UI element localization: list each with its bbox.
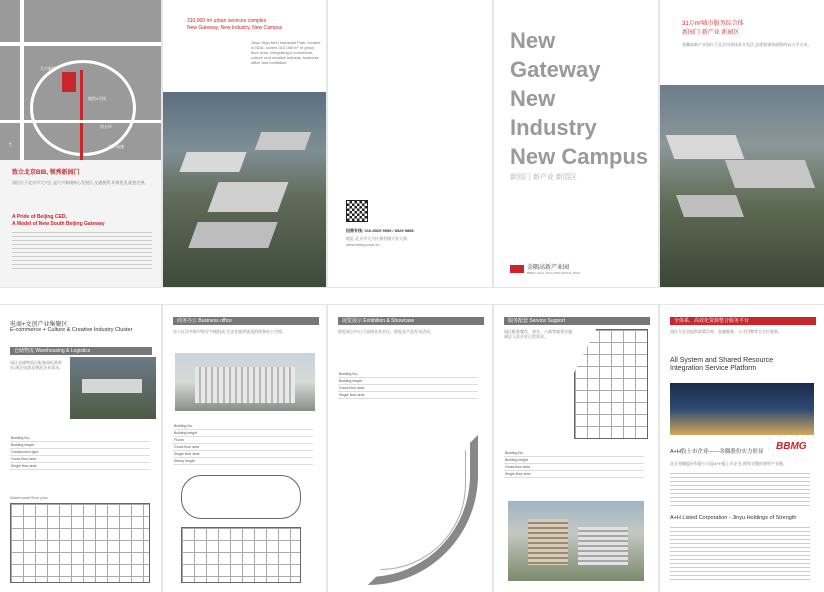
aerial-photo bbox=[163, 92, 326, 287]
listed-body-en bbox=[670, 527, 810, 583]
row-label: Gross floor area bbox=[173, 444, 295, 451]
row-label: Gross floor area bbox=[10, 456, 126, 463]
logo-icon bbox=[510, 265, 524, 273]
brochure-panel-service bbox=[494, 305, 658, 592]
heading-en-2: A Model of New South Beijing Gateway bbox=[12, 221, 105, 227]
section-body: 园区为企业提供政策咨询、金融服务、人才招聘等全方位服务。 bbox=[670, 329, 782, 334]
row-label: Single floor area bbox=[338, 392, 453, 399]
row-label: Single floor area bbox=[10, 463, 126, 470]
brochure-panel-exhibition bbox=[328, 305, 492, 592]
row-label: Single floor area bbox=[504, 471, 626, 478]
website: www.bbmg.com.cn bbox=[346, 242, 380, 247]
row-label: Building height bbox=[338, 378, 453, 385]
body-en bbox=[12, 232, 152, 272]
tagline: New Gateway, New Industry, New Campus bbox=[187, 25, 283, 31]
section-body: 展览展示中心可承接各类会议、展览及产品发布活动。 bbox=[338, 329, 434, 334]
section-bar: 服务配套 Service Support bbox=[504, 317, 650, 325]
address: 地址:北京市大兴区黄村镇兴业大街 bbox=[346, 236, 408, 241]
office-photo bbox=[175, 353, 315, 411]
row-label: Building height bbox=[173, 430, 295, 437]
row-label: Storey height bbox=[173, 458, 295, 465]
brochure-panel-aerial bbox=[163, 0, 326, 287]
map-label: 大兴新城 bbox=[40, 66, 56, 71]
section-bar: 仓储物流 Warehousing & Logistics bbox=[10, 347, 152, 355]
right-heading-cn: 31万m²城市服务综合体 bbox=[682, 21, 744, 27]
brochure-panel-platform bbox=[660, 305, 824, 592]
logo-text: 金隅高新产业园 bbox=[527, 265, 570, 271]
right-body-cn: 金隅高新产业园位于北京经济技术开发区,总规划建筑面积约31万平方米。 bbox=[682, 42, 812, 47]
hotline-number: 010-8929 5959 / 8929 9898 bbox=[364, 228, 414, 233]
section-body: 园区配套餐饮、商业、公寓等服务设施,满足入驻企业日常需求。 bbox=[504, 329, 574, 339]
exhibition-floor-plan-inner bbox=[380, 450, 466, 570]
listed-body: 北京金隅股份有限公司是A+H股上市企业,拥有完整的建材产业链。 bbox=[670, 461, 788, 466]
spec-table bbox=[173, 423, 313, 465]
spec-table bbox=[338, 371, 478, 399]
warehouse-floor-plan bbox=[10, 503, 150, 583]
intro-body: Jinyu High-tech Industrial Park, located in BDA, covers 310,000 m² of gross floor area, integrating e-commerce, culture and creative industry, business office and exhibition. bbox=[251, 40, 321, 65]
qr-code-icon bbox=[346, 200, 368, 222]
service-floor-plan bbox=[574, 329, 648, 439]
row-label: Building No. bbox=[504, 450, 626, 457]
spec-table bbox=[10, 435, 150, 470]
brand-logo bbox=[510, 262, 581, 275]
platform-title-en-1: All System and Shared Resource bbox=[670, 357, 774, 364]
cover-line: New Campus bbox=[510, 144, 649, 169]
row-label: Single floor area bbox=[173, 451, 295, 458]
office-floor-plan-2 bbox=[181, 527, 301, 583]
warehouse-photo bbox=[70, 357, 156, 419]
cover-line: New bbox=[510, 86, 556, 111]
heading-en-1: A Pride of Beijing CED, bbox=[12, 214, 67, 220]
brochure-panel-ecommerce bbox=[0, 305, 161, 592]
section-body: 办公区由多栋甲级写字楼组成,为企业提供优质的商务办公空间。 bbox=[173, 329, 287, 334]
map-label: 京开高速 bbox=[108, 144, 124, 149]
section-bar: 展览展示 Exhibition & Showcase bbox=[338, 317, 484, 325]
bbmg-logo: BBMG bbox=[776, 441, 807, 452]
row-label: Floors bbox=[173, 437, 295, 444]
city-night-photo bbox=[670, 383, 814, 435]
section-title-cn: 电商+文创产业集聚区 bbox=[10, 322, 68, 328]
brochure-panel-contact bbox=[328, 0, 492, 287]
location-map bbox=[0, 0, 161, 160]
row-label: Building No. bbox=[10, 435, 126, 442]
office-floor-plan bbox=[181, 475, 301, 519]
logo-sub: BBMG HIGH-TECH INDUSTRIAL PARK bbox=[527, 271, 581, 275]
listed-body-lines bbox=[670, 473, 810, 509]
plan-label: Warehouse floor plan bbox=[10, 495, 48, 500]
cover-title bbox=[510, 26, 648, 171]
area-heading: 310,000 m² urban services complex bbox=[187, 18, 267, 24]
cover-sub-cn: 新园门 新产业 新园区 bbox=[510, 174, 577, 181]
row-label: Construction type bbox=[10, 449, 126, 456]
section-bar: 商务办公 Business office bbox=[173, 317, 319, 325]
row-label: Building No. bbox=[173, 423, 295, 430]
row-label: Gross floor area bbox=[504, 464, 626, 471]
cover-line: New bbox=[510, 28, 556, 53]
row-label: Building No. bbox=[338, 371, 453, 378]
row-label: Gross floor area bbox=[338, 385, 453, 392]
body-cn: 园区位于北京市大兴区,是大兴新城核心发展区,交通便利,环境优美,配套完善。 bbox=[12, 180, 149, 185]
map-label: 地铁4号线 bbox=[88, 96, 107, 101]
hotline-label: 招商专线: bbox=[346, 228, 364, 233]
section-bar: 全体系、高效化资源整合服务平台 bbox=[670, 317, 816, 325]
spec-table bbox=[504, 450, 644, 478]
heading-cn: 致立北京BIB, 领秀新园门 bbox=[12, 170, 80, 176]
row-label: Building height bbox=[504, 457, 626, 464]
section-title-en: E-commerce + Culture & Creative Industry Cluster bbox=[10, 327, 133, 333]
cover-line: Industry bbox=[510, 115, 597, 140]
brochure-panel-right bbox=[660, 0, 824, 287]
brochure-panel-map bbox=[0, 0, 161, 287]
section-body: 园区仓储物流区配备高标准库房,满足电商及物流企业需求。 bbox=[10, 360, 64, 370]
right-sub-cn: 新园门 新产业 新园区 bbox=[682, 30, 740, 36]
aerial-photo-right bbox=[660, 85, 824, 287]
map-label: 南五环 bbox=[100, 124, 112, 129]
row-label: Building height bbox=[10, 442, 126, 449]
listed-title-en: A+H Listed Corporation - Jinyu Holdings of Strength bbox=[670, 515, 797, 521]
cover-line: Gateway bbox=[510, 57, 601, 82]
brochure-cover bbox=[494, 0, 658, 287]
listed-title-cn: A+H股上市企业——金隅股份实力彰显 bbox=[670, 449, 764, 455]
platform-title-en-2: Integration Service Platform bbox=[670, 365, 757, 372]
compass-icon: ↑ bbox=[8, 140, 12, 149]
service-photo bbox=[508, 501, 644, 581]
brochure-panel-office bbox=[163, 305, 326, 592]
